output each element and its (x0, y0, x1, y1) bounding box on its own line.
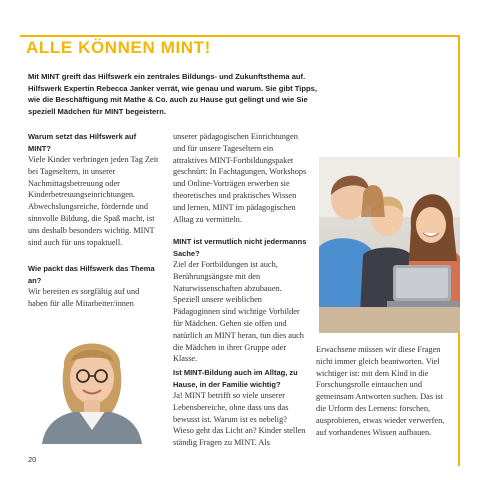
section-how-approach (28, 263, 160, 310)
section-body: Ziel der Fortbildungen ist auch, Berührungsängste mit den Naturwissenschaften abzubauen. Speziell unsere weiblichen Pädagoginnen sind wichtige Vorbilder für Mädchen. Gehen sie offen und natürlich an MINT heran, tun dies auch die Mädchen in ihrer Gruppe oder Klasse. (173, 260, 304, 364)
section-body: Ja! MINT betrifft so viele unserer Lebensbereiche, ohne dass uns das bewusst ist. Warum ist es nebelig? Wieso geht das Licht an? Kinder stellen ständig Fragen zu MINT. Als (173, 391, 306, 448)
section-not-for-everyone (173, 236, 308, 365)
intro-paragraph: Mit MINT greift das Hilfswerk ein zentrales Bildungs- und Zukunftsthema auf. Hilfswerk Expertin Rebecca Janker verrät, wie genau und warum. Sie gibt Tipps, wie die Beschäftigung mit Mathe & Co. auch zu Hause gut gelingt und wie Sie speziell Mädchen für MINT begeistern. (28, 72, 317, 116)
section-everyday (173, 367, 308, 449)
page-number: 20 (28, 455, 37, 464)
section-heading: Warum setzt das Hilfswerk auf MINT? (28, 132, 137, 153)
section-research (316, 344, 452, 438)
headline: ALLE KÖNNEN MINT! (26, 38, 211, 57)
section-heading: Wie packt das Hilfswerk das Thema an? (28, 264, 155, 285)
section-training (173, 131, 308, 225)
portrait-photo (28, 326, 156, 444)
section-body: unserer pädagogischen Einrichtungen und für unsere Tageseltern ein attraktives MINT-Fortbildungspaket geschnürt: In Fachtagungen, Workshops und Online-Vorträgen erwerben sie theoretisches und praktisches Wissen und lernen, MINT im pädagogischen Alltag zu vermitteln. (173, 132, 307, 224)
section-heading: MINT ist vermutlich nicht jedermanns Sache? (173, 237, 307, 258)
section-why-mint (28, 131, 160, 248)
section-body: Wir bereiten es sorgfältig auf und haben für alle Mitarbeiter/innen (28, 287, 140, 308)
section-heading: Ist MINT-Bildung auch im Alltag, zu Hause, in der Familie wichtig? (173, 368, 298, 389)
section-body: Erwachsene müssen wir diese Fragen nicht immer gleich beantworten. Viel wichtiger ist: mit dem Kind in die Forschungsrolle eintauchen und gemeinsam Antworten suchen. Das ist die Urform des Lernens: forschen, ausprobieren, etwas wieder verwerfen, auf vorhandenes Wissen aufbauen. (316, 345, 445, 437)
section-body: Viele Kinder verbringen jeden Tag Zeit bei Tageseltern, in unserer Nachmittagsbetreuung oder Kinderbetreuungseinrichtungen. Abwechslungsreiche, fördernde und sinnvolle Bildung, die Spaß macht, ist uns deshalb besonders wichtig. MINT sind auch für uns topaktuell. (28, 155, 159, 247)
kids-laptop-photo (319, 157, 460, 333)
